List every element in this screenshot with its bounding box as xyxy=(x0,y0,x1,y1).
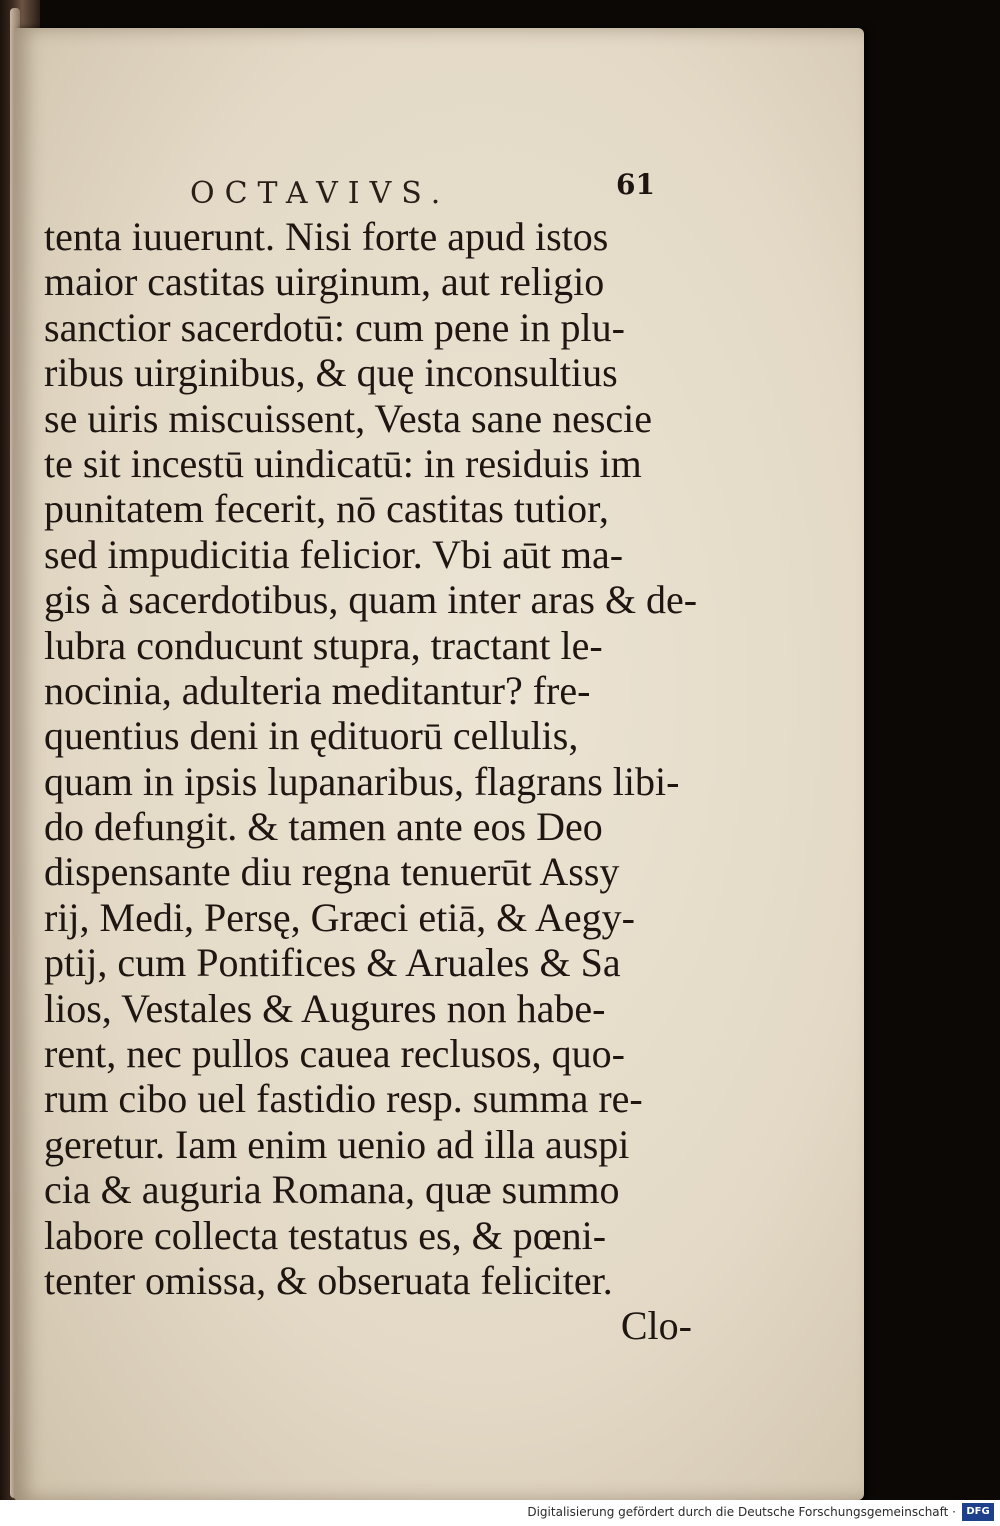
catchword: Clo- xyxy=(620,1303,692,1349)
text-line: dispensante diu regna tenuerūt Assy xyxy=(44,849,620,895)
text-line: labore collecta testatus es, & pœni- xyxy=(44,1212,607,1258)
folio-number: 61 xyxy=(616,168,655,201)
text-line: quentius deni in ędituorū cellulis, xyxy=(44,713,579,759)
text-line: quam in ipsis lupanaribus, flagrans libi- xyxy=(44,758,680,804)
dfg-logo: DFG xyxy=(962,1503,994,1521)
text-line: geretur. Iam enim uenio ad illa auspi xyxy=(44,1121,630,1167)
text-line: se uiris miscuissent, Vesta sane nescie xyxy=(44,395,653,441)
text-line: rent, nec pullos cauea reclusos, quo- xyxy=(44,1031,625,1077)
text-line: nocinia, adulteria meditantur? fre- xyxy=(44,667,591,713)
body-text xyxy=(44,214,704,1349)
footer-strip xyxy=(0,1500,1000,1526)
text-line: ptij, cum Pontifices & Aruales & Sa xyxy=(44,940,621,986)
text-line: cia & auguria Romana, quæ summo xyxy=(44,1167,620,1213)
digitization-credit: Digitalisierung gefördert durch die Deutsche Forschungsgemeinschaft · xyxy=(527,1505,956,1519)
text-line: punitatem fecerit, nō castitas tutior, xyxy=(44,486,609,532)
text-line: rum cibo uel fastidio resp. summa re- xyxy=(44,1076,643,1122)
text-line: maior castitas uirginum, aut religio xyxy=(44,259,605,305)
text-line: tenta iuuerunt. Nisi forte apud istos xyxy=(44,214,609,259)
text-line: ribus uirginibus, & quę inconsultius xyxy=(44,350,618,396)
text-line: do defungit. & tamen ante eos Deo xyxy=(44,804,603,850)
text-line: sed impudicitia felicior. Vbi aūt ma- xyxy=(44,531,624,577)
text-line: lubra conducunt stupra, tractant le- xyxy=(44,622,603,668)
text-line: tenter omissa, & obseruata feliciter. xyxy=(44,1257,613,1303)
running-head: OCTAVIVS. xyxy=(190,176,451,211)
text-line: te sit incestū uindicatū: in residuis im xyxy=(44,440,642,486)
text-line: sanctior sacerdotū: cum pene in plu- xyxy=(44,304,625,350)
text-line: gis à sacerdotibus, quam inter aras & de- xyxy=(44,577,698,623)
text-line: lios, Vestales & Augures non habe- xyxy=(44,985,606,1031)
text-line: rij, Medi, Persę, Græci etiā, & Aegy- xyxy=(44,894,635,940)
